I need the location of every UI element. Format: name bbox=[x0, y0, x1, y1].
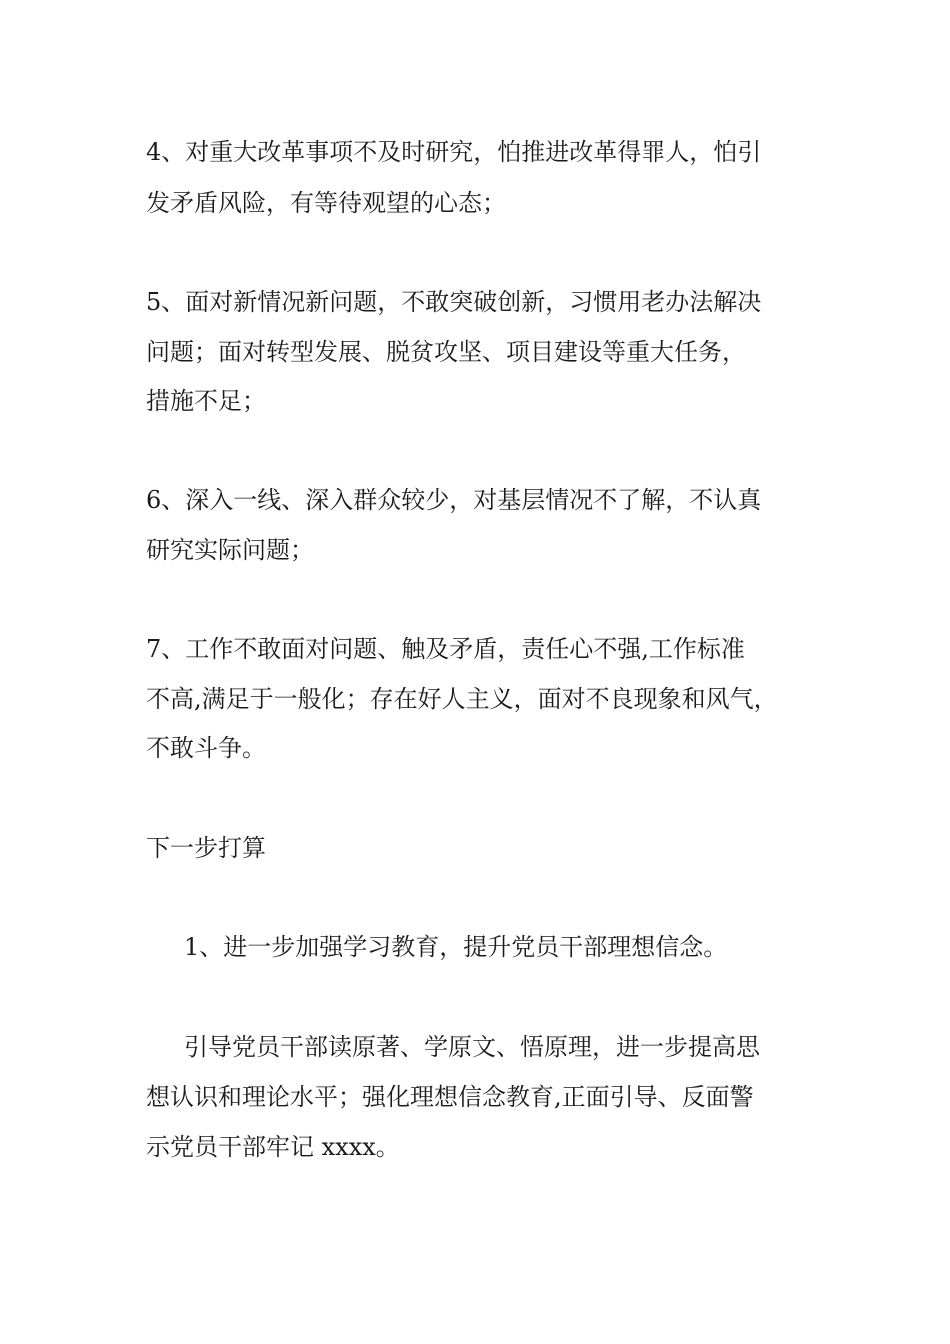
step-1-title: 1、进一步加强学习教育，提升党员干部理想信念。 bbox=[184, 933, 728, 961]
step-1-body-line-3: 示党员干部牢记 xxxx。 bbox=[146, 1133, 400, 1161]
item-7-line-1: 7、工作不敢面对问题、触及矛盾，责任心不强,工作标准 bbox=[146, 635, 745, 663]
item-5-line-2: 问题；面对转型发展、脱贫攻坚、项目建设等重大任务， bbox=[146, 338, 746, 366]
step-1-body-line-2: 想认识和理论水平；强化理想信念教育,正面引导、反面警 bbox=[146, 1083, 754, 1111]
item-6-line-2: 研究实际问题； bbox=[146, 536, 314, 564]
next-steps-heading: 下一步打算 bbox=[146, 834, 266, 862]
item-5-line-3: 措施不足； bbox=[146, 387, 266, 415]
item-7-line-3: 不敢斗争。 bbox=[146, 734, 266, 762]
item-4-line-2: 发矛盾风险，有等待观望的心态； bbox=[146, 189, 506, 217]
step-1-body-line-1: 引导党员干部读原著、学原文、悟原理，进一步提高思 bbox=[184, 1033, 760, 1061]
item-4-line-1: 4、对重大改革事项不及时研究，怕推进改革得罪人，怕引 bbox=[146, 138, 762, 166]
item-6-line-1: 6、深入一线、深入群众较少，对基层情况不了解，不认真 bbox=[146, 486, 762, 514]
item-5-line-1: 5、面对新情况新问题，不敢突破创新，习惯用老办法解决 bbox=[146, 288, 762, 316]
item-7-line-2: 不高,满足于一般化；存在好人主义，面对不良现象和风气， bbox=[146, 685, 778, 713]
